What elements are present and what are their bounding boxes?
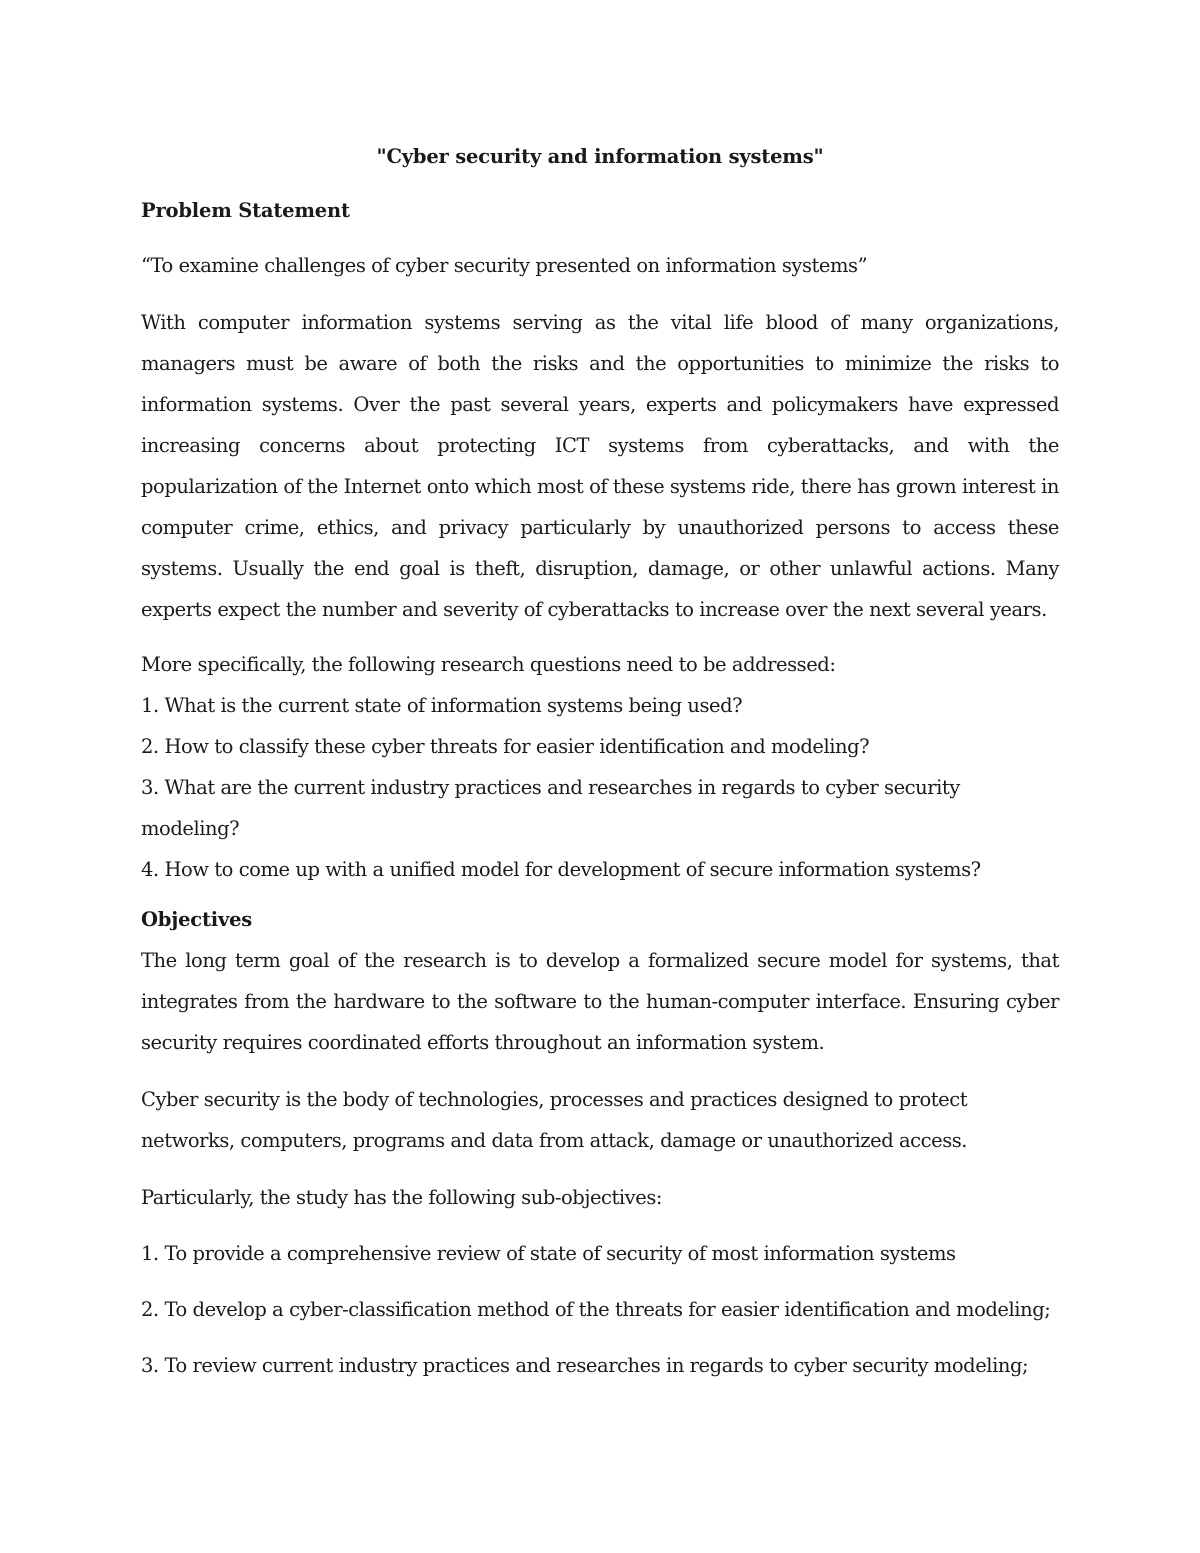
research-question-item: 2. How to classify these cyber threats for easier identification and modeling? [141,735,870,758]
objectives-paragraph: The long term goal of the research is to develop a formalized secure model for systems, that integrates from the hardware to the software to the human-computer interface. Ensuring cyber security requires coordinated efforts throughout an information system. [141,949,1059,1054]
sub-objective-item: 3. To review current industry practices and researches in regards to cyber security modeling; [141,1354,1029,1377]
document-body [141,138,1059,1386]
sub-objectives-lead: Particularly, the study has the following sub-objectives: [141,1186,663,1209]
objectives-heading: Objectives [141,908,253,931]
sub-objective-item: 1. To provide a comprehensive review of state of security of most information systems [141,1242,956,1265]
research-question-item: 1. What is the current state of information systems being used? [141,694,743,717]
research-question-item: 4. How to come up with a unified model for development of secure information systems? [141,858,981,881]
document-title: "Cyber security and information systems" [376,145,824,168]
sub-objective-item: 2. To develop a cyber-classification method of the threats for easier identification and modeling; [141,1298,1051,1321]
research-question-item: 3. What are the current industry practices and researches in regards to cyber security modeling? [141,776,960,840]
problem-quote: “To examine challenges of cyber security presented on information systems” [141,254,868,277]
problem-statement-heading: Problem Statement [141,199,350,222]
research-questions-lead: More specifically, the following research questions need to be addressed: [141,653,836,676]
cyber-security-definition: Cyber security is the body of technologies, processes and practices designed to protect networks, computers, programs and data from attack, damage or unauthorized access. [141,1088,968,1152]
problem-paragraph: With computer information systems serving as the vital life blood of many organizations, managers must be aware of both the risks and the opportunities to minimize the risks to information systems. Over the past several years, experts and policymakers have expressed increasing concerns about protecting ICT systems from cyberattacks, and with the popularization of the Internet onto which most of these systems ride, there has grown interest in computer crime, ethics, and privacy particularly by unauthorized persons to access these systems. Usually the end goal is theft, disruption, damage, or other unlawful actions. Many experts expect the number and severity of cyberattacks to increase over the next several years. [141,311,1059,621]
